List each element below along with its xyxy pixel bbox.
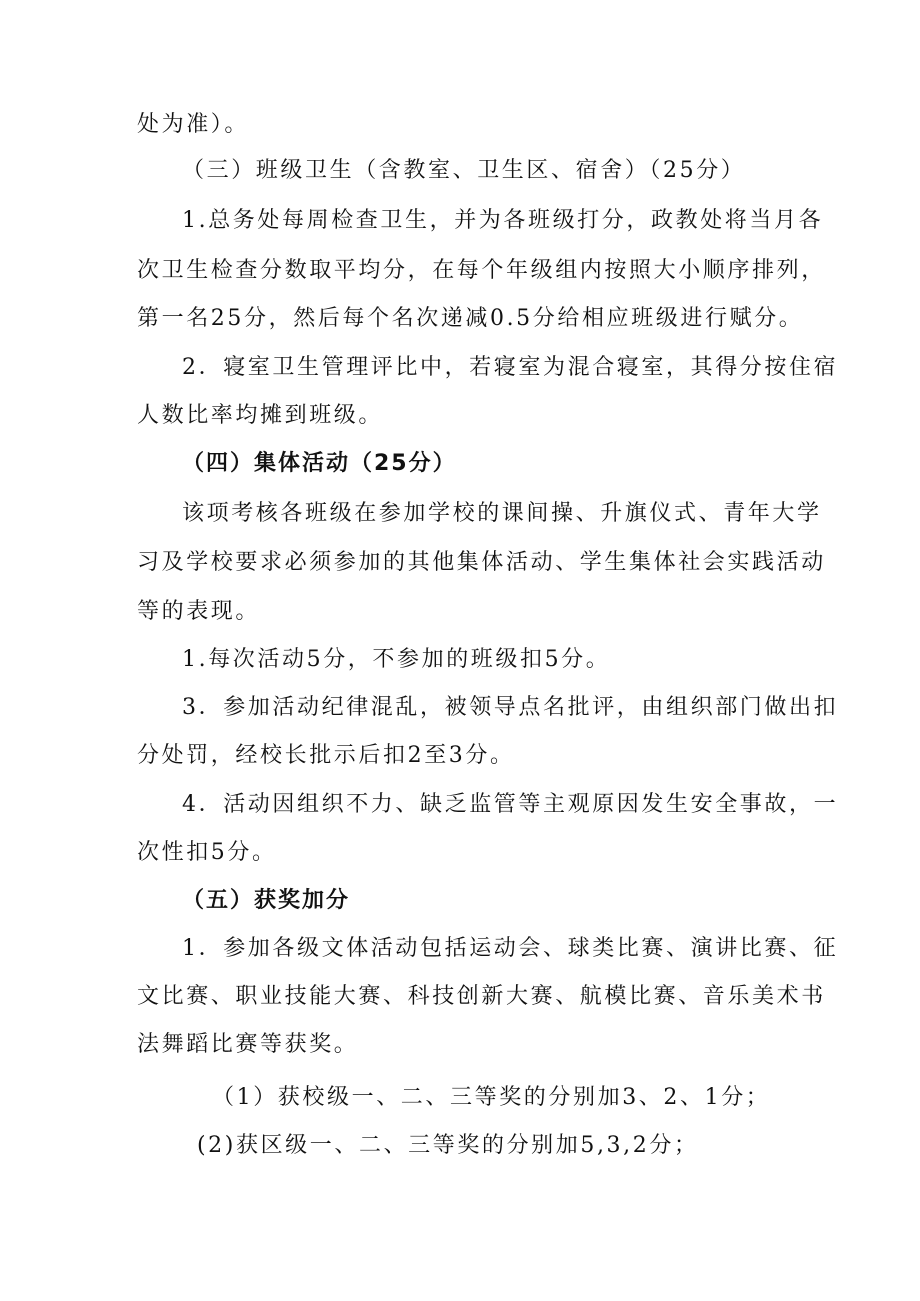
- paragraph-continuation: 处为准）。: [137, 112, 250, 137]
- awards-item-1-line-2: 文比赛、职业技能大赛、科技创新大赛、航模比赛、音乐美术书: [137, 984, 826, 1009]
- group-activity-item-4-line-1: 4．活动因组织不力、缺乏监管等主观原因发生安全事故，一: [182, 792, 839, 817]
- hygiene-item-1-line-1: 1.总务处每周检查卫生，并为各班级打分，政教处将当月各: [182, 208, 824, 233]
- group-activity-item-3-line-1: 3．参加活动纪律混乱，被领导点名批评，由组织部门做出扣: [182, 695, 839, 720]
- hygiene-item-2-line-1: 2．寝室卫生管理评比中，若寝室为混合寝室，其得分按住宿: [182, 355, 839, 380]
- group-activity-item-3-line-2: 分处罚，经校长批示后扣2至3分。: [137, 743, 515, 768]
- section-heading-hygiene: （三）班级卫生（含教室、卫生区、宿舍）（25分）: [182, 158, 746, 183]
- awards-subitem-1: （1）获校级一、二、三等奖的分别加3、2、1分；: [212, 1085, 771, 1110]
- hygiene-item-2-line-2: 人数比率均摊到班级。: [137, 403, 384, 428]
- group-activity-intro-line-1: 该项考核各班级在参加学校的课间操、升旗仪式、青年大学: [182, 501, 822, 526]
- group-activity-item-1: 1.每次活动5分，不参加的班级扣5分。: [182, 647, 611, 672]
- section-heading-awards: （五）获奖加分: [182, 888, 351, 913]
- section-heading-group-activity: （四）集体活动（25分）: [182, 451, 457, 476]
- group-activity-item-4-line-2: 次性扣5分。: [137, 840, 277, 865]
- hygiene-item-1-line-2: 次卫生检查分数取平均分，在每个年级组内按照大小顺序排列，: [137, 258, 826, 283]
- hygiene-item-1-line-3: 第一名25分，然后每个名次递减0.5分给相应班级进行赋分。: [137, 306, 804, 331]
- group-activity-intro-line-3: 等的表现。: [137, 599, 261, 624]
- awards-subitem-2: (2)获区级一、二、三等奖的分别加5,3,2分；: [197, 1133, 699, 1158]
- group-activity-intro-line-2: 习及学校要求必须参加的其他集体活动、学生集体社会实践活动: [137, 550, 826, 575]
- awards-item-1-line-3: 法舞蹈比赛等获奖。: [137, 1032, 359, 1057]
- awards-item-1-line-1: 1．参加各级文体活动包括运动会、球类比赛、演讲比赛、征: [182, 936, 839, 961]
